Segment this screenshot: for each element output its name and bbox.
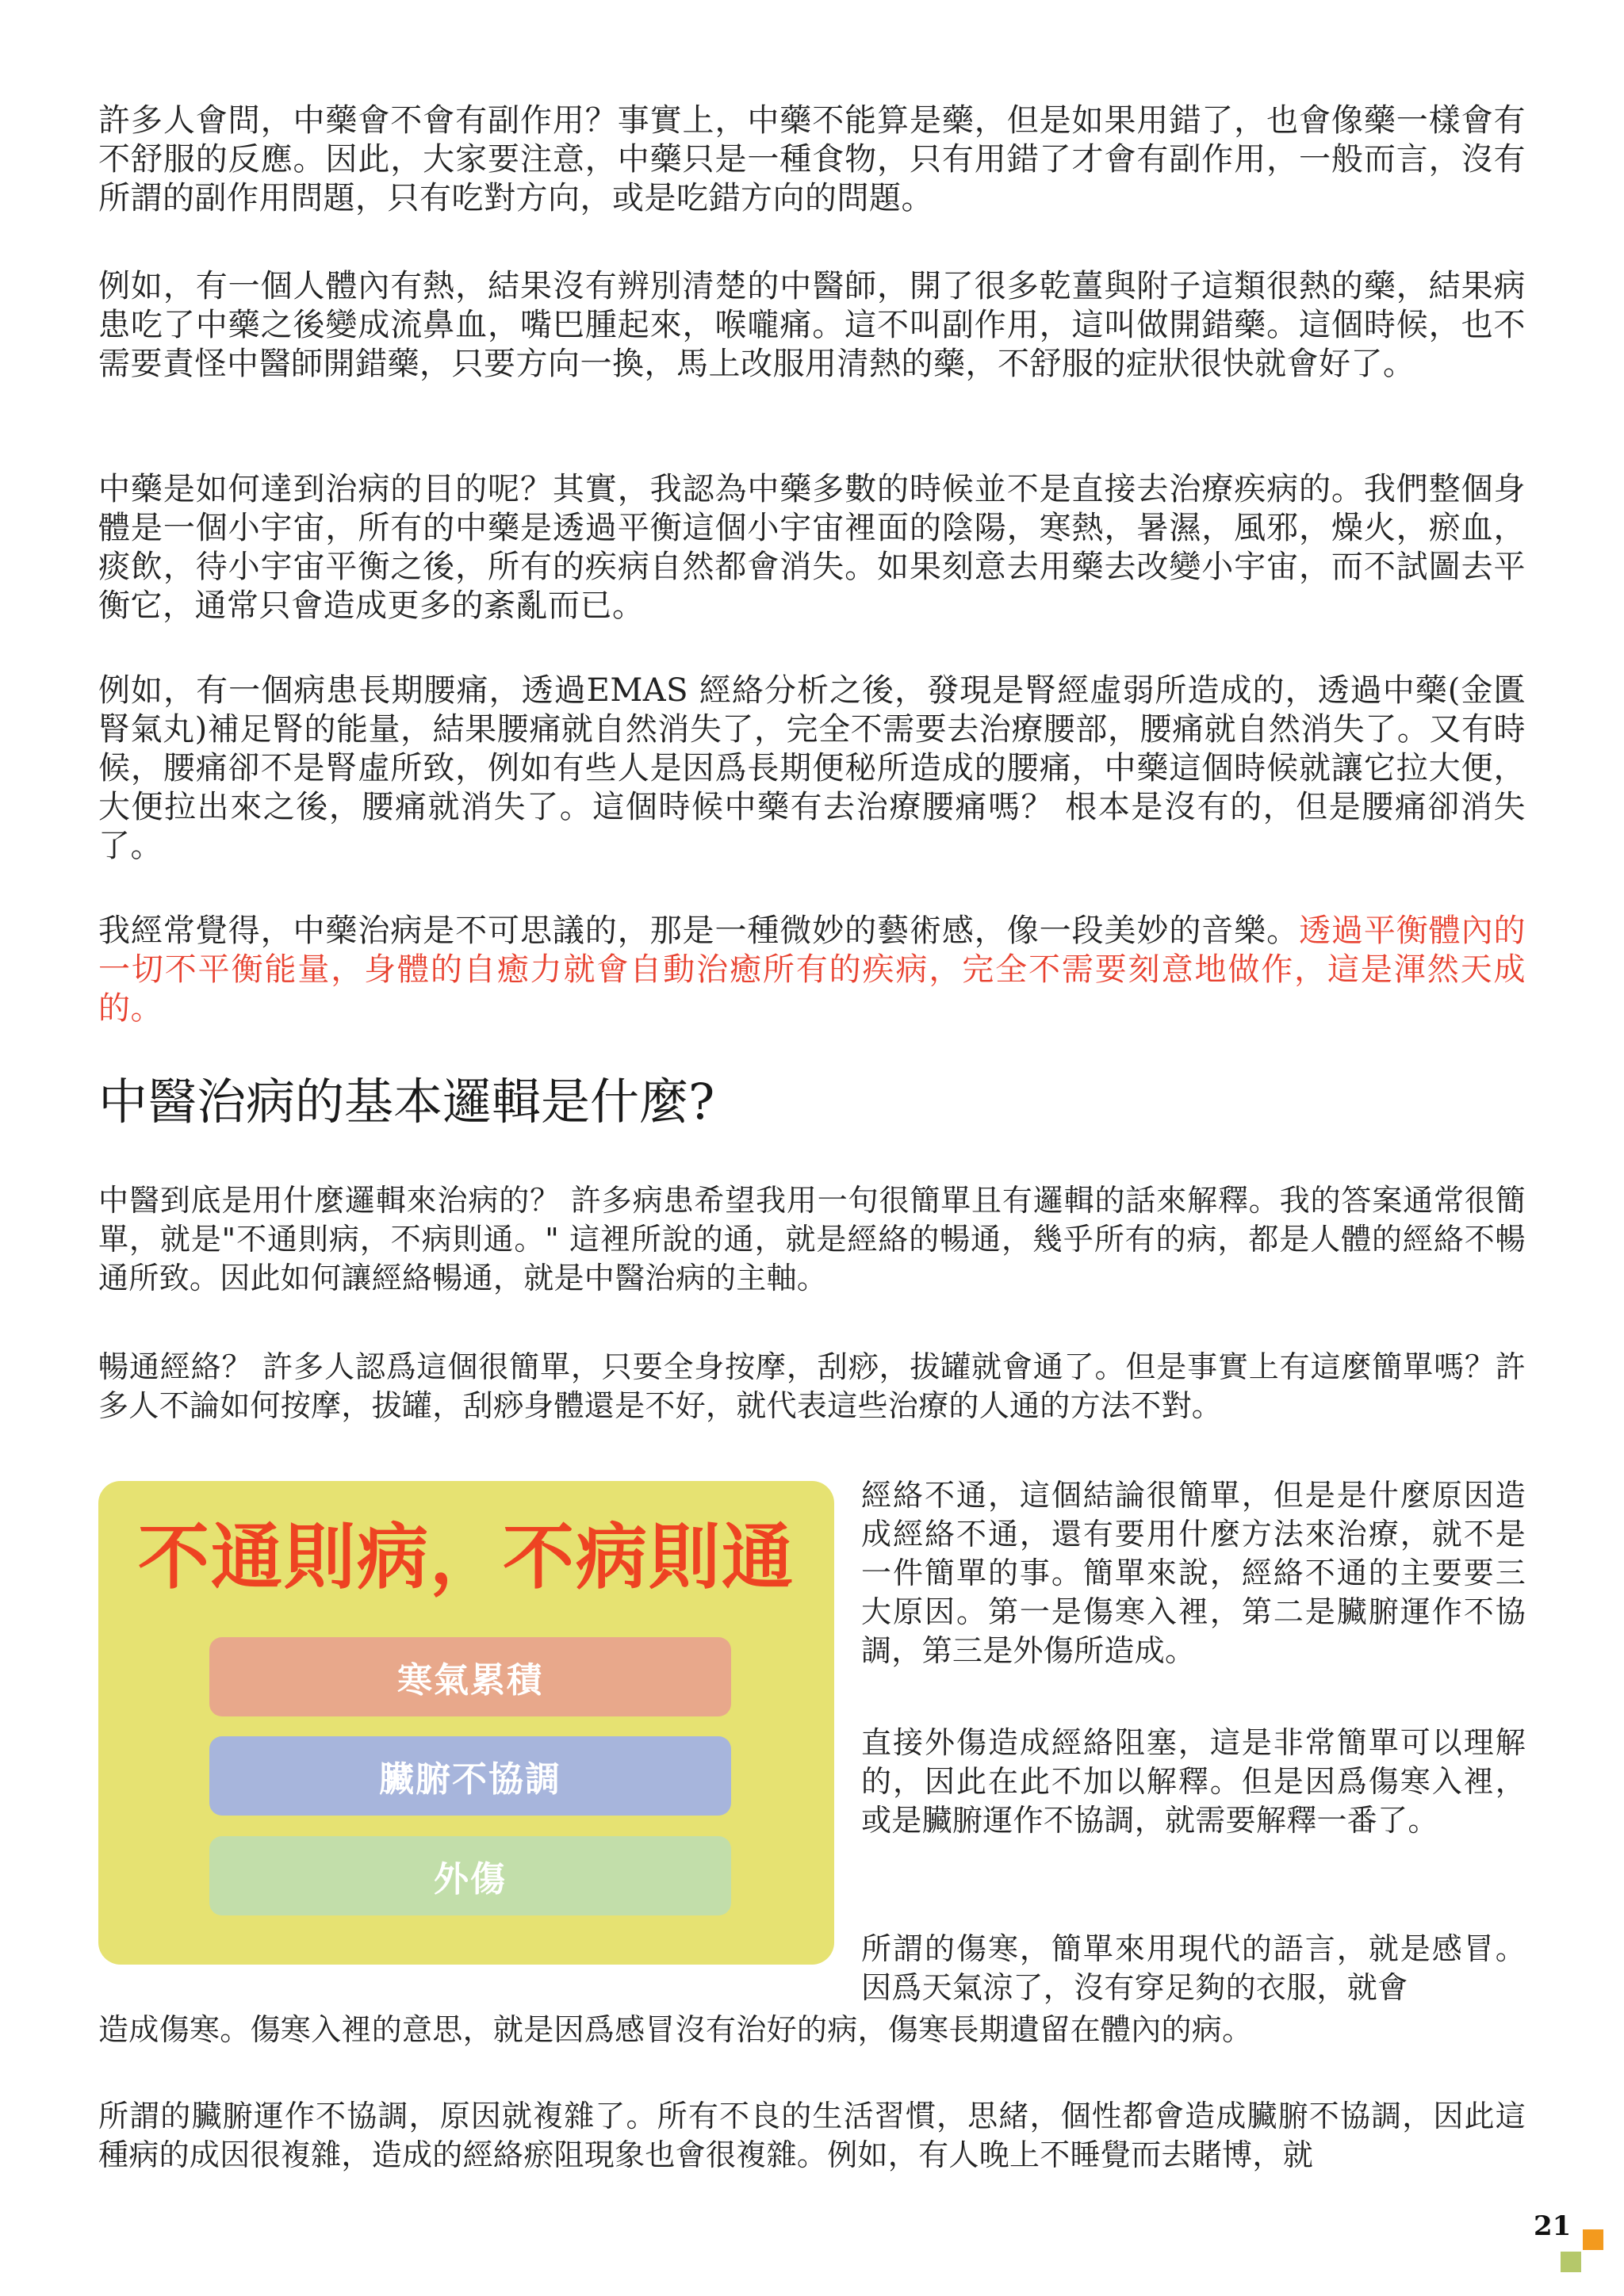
paragraph-cold-continued: 造成傷寒。傷寒入裡的意思，就是因爲感冒沒有治好的病，傷寒長期遺留在體內的病。: [98, 2012, 1253, 2047]
paragraph-organ-disharmony: 所謂的臟腑運作不協調，原因就複雜了。所有不良的生活習慣，思緒，個性都會造成臟腑不協調，因此這種病的成因很複雜，造成的經絡瘀阻現象也會很複雜。例如，有人晚上不睡覺而去賭博，就: [98, 2099, 1526, 2172]
side-paragraph-trauma: 直接外傷造成經絡阻塞，這是非常簡單可以理解的，因此在此不加以解釋。但是因爲傷寒入裡，或是臟腑運作不協調，就需要解釋一番了。: [861, 1725, 1526, 1838]
paragraph-unblock: 暢通經絡？ 許多人認爲這個很簡單，只要全身按摩，刮痧，拔罐就會通了。但是事實上有這麼簡單嗎？許多人不論如何按摩，拔罐，刮痧身體還是不好，就代表這些治療的人通的方法不對。: [98, 1349, 1526, 1423]
paragraph-side-effects: 許多人會問，中藥會不會有副作用？事實上，中藥不能算是藥，但是如果用錯了，也會像藥一樣會有不舒服的反應。因此，大家要注意，中藥只是一種食物，只有用錯了才會有副作用，一般而言，沒有所謂的副作用問題，只有吃對方向，或是吃錯方向的問題。: [98, 102, 1526, 216]
pill-organ-disharmony: 臟腑不協調: [209, 1736, 731, 1816]
section-heading: 中醫治病的基本邏輯是什麼?: [98, 1073, 715, 1131]
paragraph-balance: 中藥是如何達到治病的目的呢？其實，我認為中藥多數的時候並不是直接去治療疾病的。我們整個身體是一個小宇宙，所有的中藥是透過平衡這個小宇宙裡面的陰陽，寒熱，暑濕，風邪，燥火，瘀血，痰飲，待小宇宙平衡之後，所有的疾病自然都會消失。如果刻意去用藥去改變小宇宙，而不試圖去平衡它，通常只會造成更多的紊亂而已。: [98, 471, 1526, 624]
corner-square-orange: [1583, 2229, 1603, 2250]
pill-cold-accumulation: 寒氣累積: [209, 1637, 731, 1716]
infobox-title: 不通則病，不病則通: [138, 1516, 795, 1599]
paragraph-wrong-prescription: 例如，有一個人體內有熱，結果沒有辨別清楚的中醫師，開了很多乾薑與附子這類很熱的藥，結果病患吃了中藥之後變成流鼻血，嘴巴腫起來，喉嚨痛。這不叫副作用，這叫做開錯藥。這個時候，也不需要責怪中醫師開錯藥，只要方向一換，馬上改服用清熱的藥，不舒服的症狀很快就會好了。: [98, 268, 1526, 382]
corner-square-green: [1561, 2252, 1581, 2272]
side-paragraph-causes: 經絡不通，這個結論很簡單，但是是什麼原因造成經絡不通，還有要用什麼方法來治療，就不是一件簡單的事。簡單來說，經絡不通的主要要三大原因。第一是傷寒入裡，第二是臟腑運作不協調，第三是外傷所造成。: [861, 1478, 1526, 1668]
side-paragraph-cold: 所謂的傷寒，簡單來用現代的語言，就是感冒。因爲天氣涼了，沒有穿足夠的衣服，就會: [861, 1931, 1526, 2005]
paragraph-logic: 中醫到底是用什麼邏輯來治病的？ 許多病患希望我用一句很簡單且有邏輯的話來解釋。我的答案通常很簡單，就是"不通則病，不病則通。" 這裡所說的通，就是經絡的暢通，幾乎所有的病，都是人體的經絡不暢通所致。因此如何讓經絡暢通，就是中醫治病的主軸。: [98, 1183, 1526, 1295]
paragraph-back-pain: 例如，有一個病患長期腰痛，透過EMAS 經絡分析之後，發現是腎經虛弱所造成的，透過中藥(金匱腎氣丸)補足腎的能量，結果腰痛就自然消失了，完全不需要去治療腰部，腰痛就自然消失了。又有時候，腰痛卻不是腎虛所致，例如有些人是因爲長期便秘所造成的腰痛，中藥這個時候就讓它拉大便，大便拉出來之後，腰痛就消失了。這個時候中藥有去治療腰痛嗎？ 根本是沒有的，但是腰痛卻消失了。: [98, 672, 1526, 864]
pill-trauma: 外傷: [209, 1836, 731, 1915]
page-number: 21: [1534, 2210, 1572, 2242]
paragraph-art: [98, 912, 1526, 1028]
infobox: [98, 1481, 834, 1965]
paragraph-art-text: 我經常覺得，中藥治病是不可思議的，那是一種微妙的藝術感，像一段美妙的音樂。: [98, 913, 1299, 949]
highlight-red-text: 透過平衡體內的一切不平衡能量，身體的自癒力就會自動治癒所有的疾病，完全不需要刻意地做作，這是渾然天成的。: [98, 913, 1526, 1027]
